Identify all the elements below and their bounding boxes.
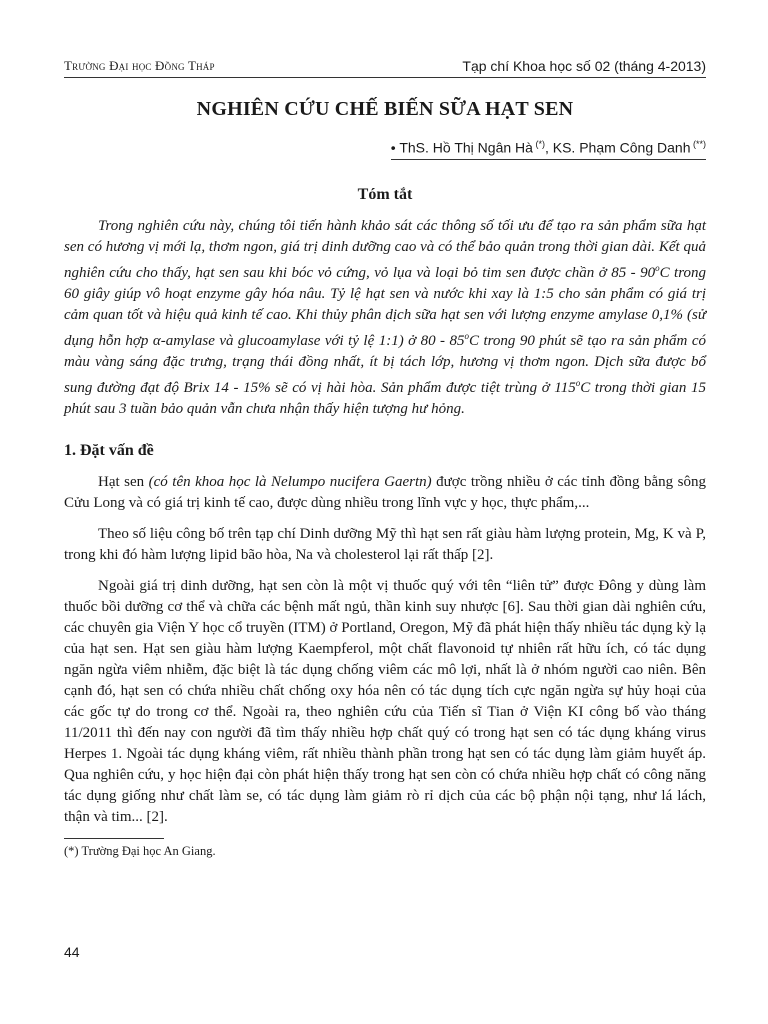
- abstract-text: [64, 216, 706, 420]
- degree-mark-2: o: [464, 330, 469, 341]
- paragraph-1-end: được trồng nhiều ở các tỉnh đồng bằng sông Cửu Long và có giá trị kinh tế cao, được dùng nhiều trong lĩnh vực y học, thực phẩm,...: [64, 473, 707, 511]
- page: [64, 58, 706, 859]
- author-1: ThS. Hồ Thị Ngân Hà: [399, 139, 533, 156]
- author-line: [64, 139, 706, 160]
- abstract-part-2: C trong 60 giây giúp vô hoạt enzyme gây hóa nâu. Tỷ lệ hạt sen và nước khi xay là 1:5 cho sản phẩm có giá trị cảm quan tốt và hiệu quả kinh tế cao. Khi thủy phân dịch sữa hạt sen với lượng enzyme amylase 0,1% (sử dụng hỗn hợp α-amylase và glucoamylase với tỷ lệ 1:1) ở 80 - 85: [64, 264, 706, 349]
- author-list: [391, 139, 706, 160]
- degree-mark-1: o: [655, 262, 660, 273]
- author-2-mark: (**): [693, 139, 706, 149]
- abstract-heading: Tóm tắt: [357, 185, 413, 203]
- author-separator: ,: [544, 139, 553, 156]
- abstract-part-3: C trong 90 phút sẽ tạo ra sản phẩm có màu vàng sáng đặc trưng, trạng thái đồng nhất, ít bị tách lớp, hương vị thơm ngon. Dịch sữa được bổ sung đường đạt độ Brix 14 - 15% sẽ có vị hài hòa. Sản phẩm được tiệt trùng ở 115: [64, 332, 707, 396]
- author-2: KS. Phạm Công Danh: [552, 139, 691, 156]
- page-number: 44: [64, 944, 80, 960]
- abstract-part-4: C trong thời gian 15 phút sau 3 tuần bảo quản vẫn chưa nhận thấy hiện tượng hư hỏng.: [64, 379, 706, 417]
- paragraph-1-start: Hạt sen: [98, 473, 149, 490]
- running-head-journal: Tạp chí Khoa học số 02 (tháng 4-2013): [462, 58, 706, 74]
- footnote: (*) Trường Đại học An Giang.: [64, 843, 216, 858]
- bullet-icon: •: [390, 139, 396, 156]
- section-heading: 1. Đặt vấn đề: [64, 441, 154, 459]
- body-paragraph-1: [64, 472, 706, 514]
- body-paragraph-2: Theo số liệu công bố trên tạp chí Dinh dưỡng Mỹ thì hạt sen rất giàu hàm lượng protein, Mg, K và P, trong khi đó hàm lượng lipid bão hòa, Na và cholesterol lại rất thấp [2].: [64, 525, 706, 563]
- body-paragraph-3: Ngoài giá trị dinh dưỡng, hạt sen còn là một vị thuốc quý với tên “liên tử” được Đông y dùng làm thuốc bồi dưỡng cơ thể và chữa các bệnh mất ngủ, thần kinh suy nhược [6]. Sau thời gian dài nghiên cứu, các chuyên gia Viện Y học cổ truyền (ITM) ở Portland, Oregon, Mỹ đã phát hiện thấy nhiều tác dụng kỳ lạ của hạt sen. Hạt sen giàu hàm lượng Kaempferol, một chất flavonoid tự nhiên rất hữu ích, có tác dụng ngăn ngừa viêm nhiễm, đặc biệt là tác dụng chống viêm các mô lợi, nhất là ở nhóm người cao niên. Bên cạnh đó, hạt sen có chứa nhiều chất chống oxy hóa nên có tác dụng tích cực ngăn ngừa sự hủy hoại của các gốc tự do trong cơ thể. Ngoài ra, theo nghiên cứu của Tiến sĩ Tian ở Viện KI công bố vào tháng 11/2011 thì đến nay con người đã tìm thấy nhiều hợp chất quý có trong hạt sen có tác dụng kháng virus Herpes 1. Ngoài tác dụng kháng viêm, rất nhiều thành phần trong hạt sen có tác dụng làm giảm huyết áp. Qua nghiên cứu, y học hiện đại còn phát hiện thấy trong hạt sen còn có chứa nhiều hợp chất có công năng tác dụng giống như chất làm se, có tác dụng làm giảm rò rỉ dịch của các bộ phận nội tạng, như lá lách, thận và tim... [2].: [64, 577, 706, 825]
- running-head-institution: Trường Đại học Đồng Tháp: [64, 58, 215, 73]
- author-1-mark: (*): [535, 139, 545, 149]
- footnote-divider: [64, 838, 164, 839]
- article-title: NGHIÊN CỨU CHẾ BIẾN SỮA HẠT SEN: [196, 98, 574, 120]
- degree-mark-3: o: [575, 377, 581, 388]
- scientific-name: (có tên khoa học là Nelumpo nucifera Gaertn): [148, 473, 432, 490]
- abstract-part-1: Trong nghiên cứu này, chúng tôi tiến hành khảo sát các thông số tối ưu để tạo ra sản phẩm sữa hạt sen có hương vị mới lạ, thơm ngon, giá trị dinh dưỡng cao và có thể bảo quản trong thời gian dài. Kết quả nghiên cứu cho thấy, hạt sen sau khi bóc vỏ cứng, vỏ lụa và loại bỏ tim sen được chần ở 85 - 90: [64, 217, 706, 281]
- running-head: [64, 58, 706, 78]
